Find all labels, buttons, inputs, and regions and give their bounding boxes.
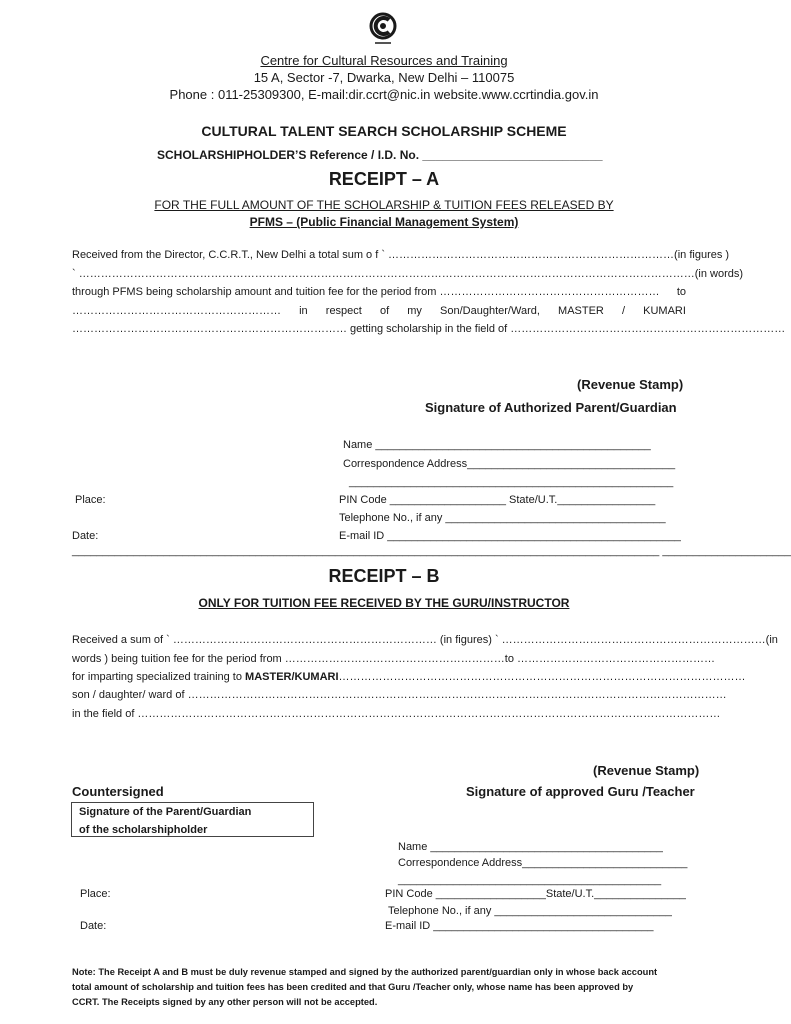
countersign-box-line-1: Signature of the Parent/Guardian — [79, 806, 252, 818]
word: ………………………………………………… — [72, 305, 281, 317]
receipt-b-place-label: Place: — [80, 888, 111, 900]
receipt-a-line-2-text: ` …………………………………………………………………………………………………………………………………………………… — [72, 268, 695, 280]
receipt-a-subtitle-1: FOR THE FULL AMOUNT OF THE SCHOLARSHIP & TUITION FEES RELEASED BY — [154, 198, 614, 212]
word: my — [407, 305, 422, 317]
receipt-b-line-5: in the field of …………………………………………………………………………………………………………………………………………… — [72, 708, 721, 720]
receipt-a-name-field: Name _____________________________________________ — [343, 439, 651, 451]
receipt-b-line-1-text: Received a sum of ` ……………………………………………………………… (in figures) ` ……………………………………………………………… — [72, 634, 766, 646]
receipt-a-title: RECEIPT – A — [328, 169, 440, 189]
word: of — [379, 305, 390, 317]
receipt-a-email-field: E-mail ID ________________________________________________ — [339, 530, 681, 542]
receipt-a-line-3-text: through PFMS being scholarship amount and tuition fee for the period from …………………………………………………… — [72, 286, 660, 298]
word: in — [299, 305, 308, 317]
receipt-a-pin-state-field: PIN Code ___________________ State/U.T.________________ — [339, 494, 656, 506]
receipt-b-line-3-text: for imparting specialized training to — [72, 671, 246, 683]
receipt-b-date-label: Date: — [80, 920, 107, 932]
receipt-b-line-2: words ) being tuition fee for the period from ……………………………………………………to ……………………………………………… — [72, 653, 716, 665]
receipt-a-line-1 — [72, 249, 730, 261]
receipt-b-signature-label: Signature of approved Guru /Teacher — [466, 784, 695, 799]
org-address: 15 A, Sector -7, Dwarka, New Delhi – 110075 — [253, 70, 515, 85]
word: MASTER — [558, 305, 604, 317]
reference-line: SCHOLARSHIPHOLDER’S Reference / I.D. No. ___________________________ — [157, 148, 603, 162]
word: respect — [325, 305, 362, 317]
receipt-a-line-1-text: Received from the Director, C.C.R.T., New Delhi a total sum o f ` …………………………………………………………………… — [72, 249, 675, 261]
receipt-b-pin-state-field: PIN Code __________________State/U.T._______________ — [385, 888, 686, 900]
receipt-a-line-5: ………………………………………………………………… getting scholarship in the field of ………………………………………………………………… — [72, 323, 786, 335]
receipt-a-line-1-end: (in figures ) — [674, 249, 730, 261]
note-line-2: total amount of scholarship and tuition fees has been credited and that Guru /Teacher only, whose name has been approved by — [72, 982, 634, 992]
countersign-box-line-2: of the scholarshipholder — [79, 824, 208, 836]
receipt-a-line-3-end: to — [676, 286, 686, 298]
receipt-a-line-4 — [72, 305, 686, 317]
word: KUMARI — [643, 305, 686, 317]
receipt-b-line-4: son / daughter/ ward of ………………………………………………………………………………………………………………………………… — [72, 689, 727, 701]
receipt-a-subtitle-2: PFMS – (Public Financial Management System) — [249, 215, 519, 229]
receipt-b-line-3-dots: ………………………………………………………………………………………………… — [338, 671, 746, 683]
receipt-b-revenue-stamp: (Revenue Stamp) — [593, 763, 700, 778]
word: / — [621, 305, 626, 317]
receipt-a-line-2-end: (in words) — [694, 268, 744, 280]
receipt-a-line-2 — [72, 268, 744, 280]
receipt-a-telephone-field: Telephone No., if any ____________________________________ — [339, 512, 666, 524]
receipt-a-place-label: Place: — [75, 494, 106, 506]
receipt-a-revenue-stamp: (Revenue Stamp) — [577, 377, 684, 392]
ccrt-logo — [365, 11, 401, 47]
receipt-a-address-field: Correspondence Address__________________________________ — [343, 458, 676, 470]
org-name: Centre for Cultural Resources and Training — [260, 53, 508, 68]
note-line-1: Note: The Receipt A and B must be duly revenue stamped and signed by the authorized parent/guardian only in whose back account — [72, 967, 658, 977]
receipt-b-line-1-end: (in — [765, 634, 778, 646]
note-line-3: CCRT. The Receipts signed by any other person will not be accepted. — [72, 997, 378, 1007]
word: Son/Daughter/Ward, — [440, 305, 540, 317]
org-contact: Phone : 011-25309300, E-mail:dir.ccrt@nic.in website.www.ccrtindia.gov.in — [169, 87, 599, 102]
receipt-a-signature-label: Signature of Authorized Parent/Guardian — [425, 400, 677, 415]
receipt-b-line-3 — [72, 671, 746, 683]
receipt-a-date-label: Date: — [72, 530, 99, 542]
section-separator: ________________________________________________________________________________________________ _____________________ — [72, 545, 791, 557]
receipt-b-line-1 — [72, 634, 778, 646]
receipt-b-subtitle: ONLY FOR TUITION FEE RECEIVED BY THE GURU/INSTRUCTOR — [198, 596, 570, 610]
master-kumari-label: MASTER/KUMARI — [245, 671, 339, 683]
receipt-a-line-3 — [72, 286, 686, 298]
receipt-b-address-field: Correspondence Address___________________________ — [398, 857, 688, 869]
receipt-b-telephone-field: Telephone No., if any _____________________________ — [388, 905, 672, 917]
scheme-title: CULTURAL TALENT SEARCH SCHOLARSHIP SCHEME — [201, 123, 567, 139]
receipt-b-email-field: E-mail ID ____________________________________ — [385, 920, 654, 932]
countersigned-label: Countersigned — [72, 784, 164, 799]
receipt-b-title: RECEIPT – B — [328, 566, 440, 586]
receipt-a-address-field-2: _____________________________________________________ — [349, 476, 674, 488]
receipt-b-address-field-2: ___________________________________________ — [398, 874, 662, 886]
receipt-b-name-field: Name ______________________________________ — [398, 841, 663, 853]
